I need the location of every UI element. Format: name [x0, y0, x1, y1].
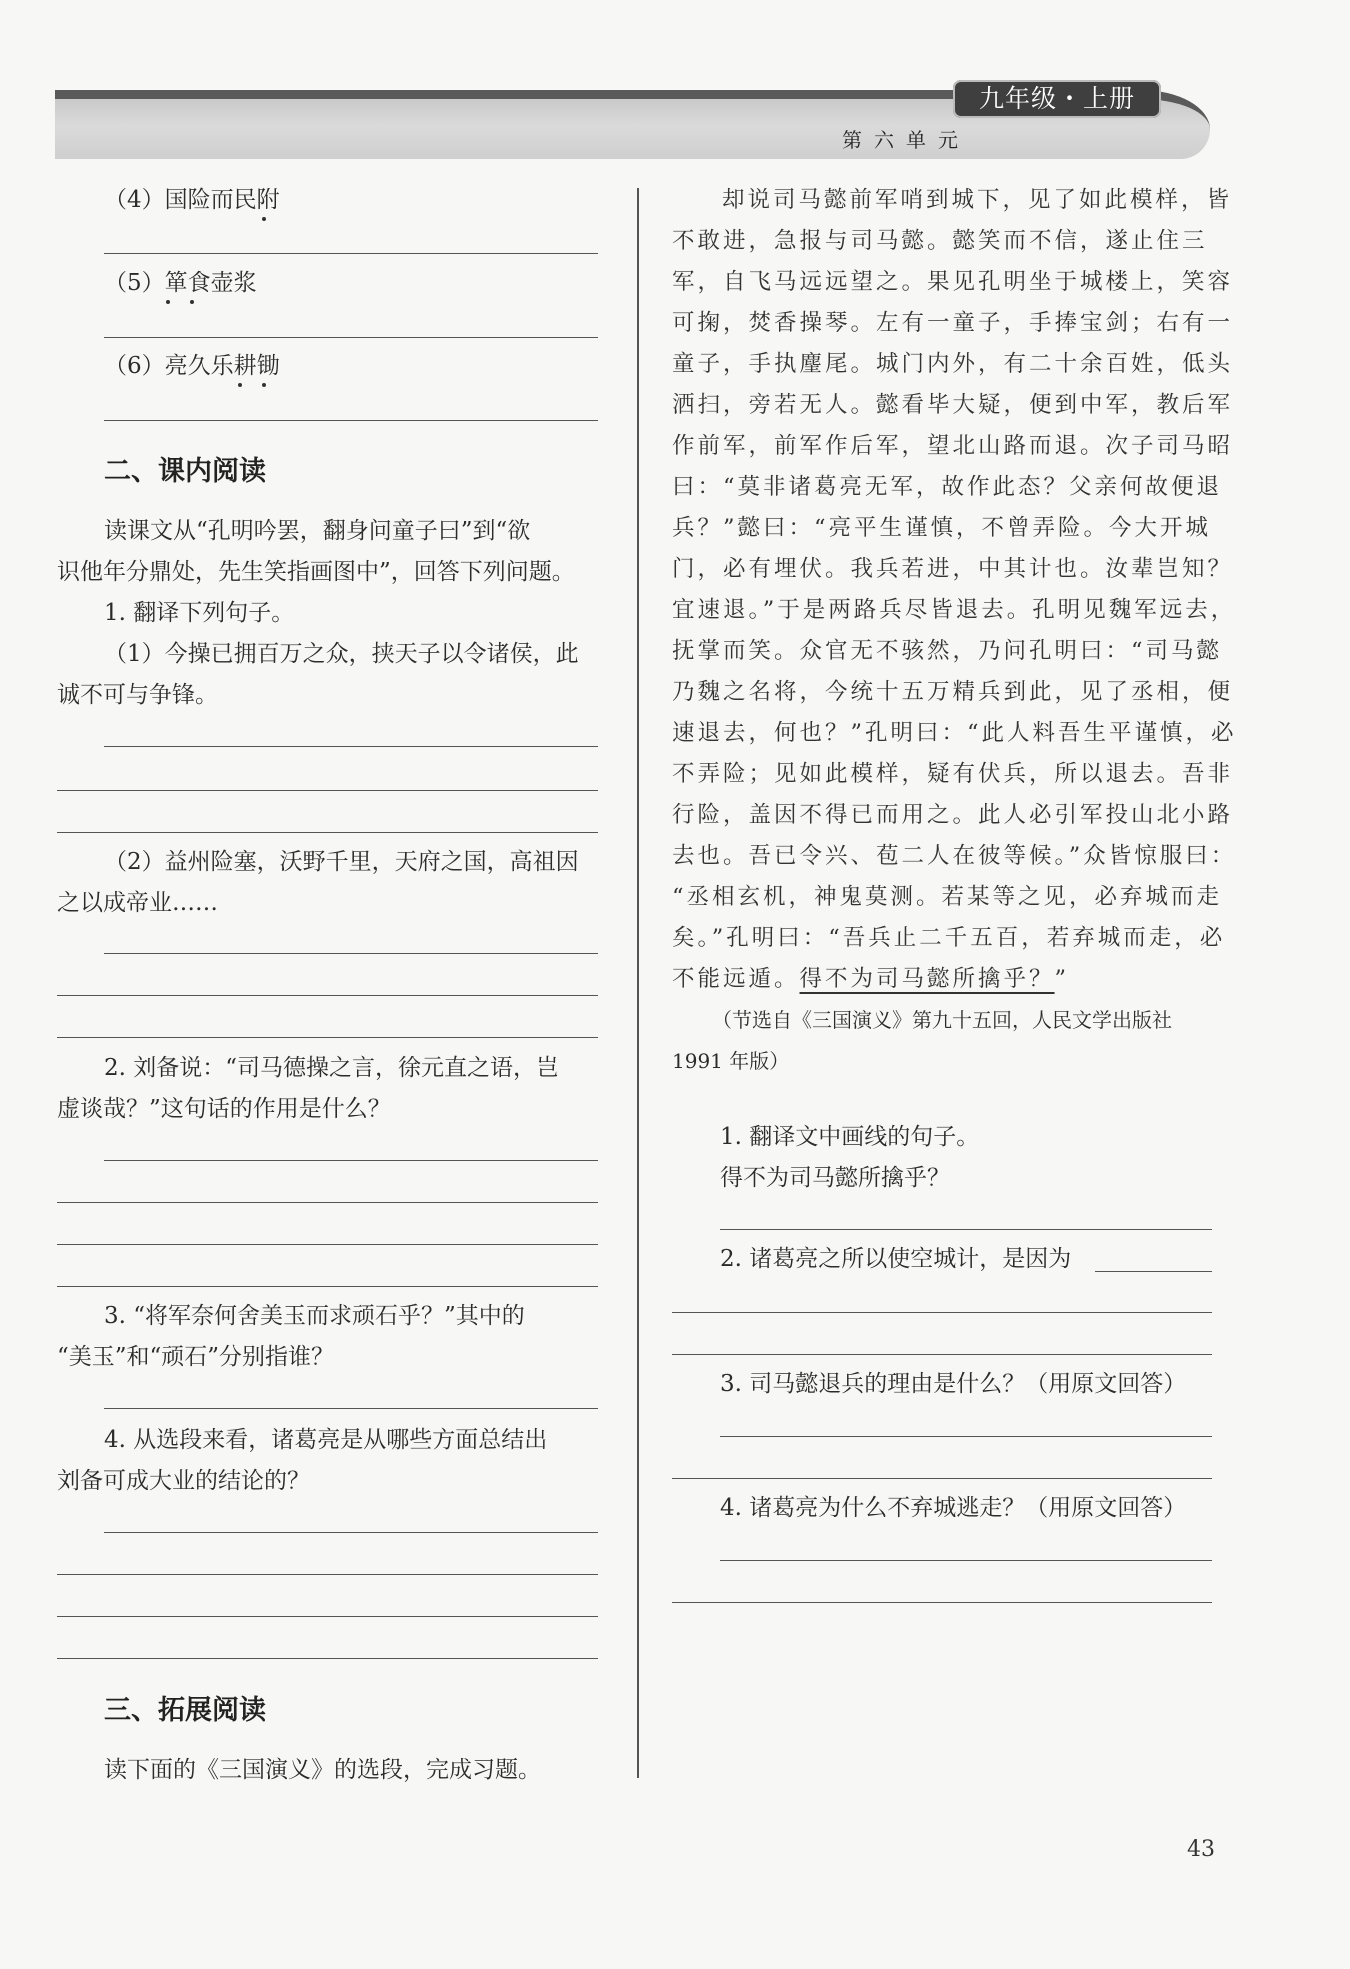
task-3-line-2: “美玉”和“顽石”分别指谁？	[57, 1344, 335, 1370]
passage-line: 可掬，焚香操琴。左有一童子，手捧宝剑；右有一	[672, 310, 1234, 336]
answer-line[interactable]	[104, 1532, 598, 1533]
emphasis-dot	[262, 383, 266, 387]
passage-line: 作前军，前军作后军，望北山路而退。次子司马昭	[672, 433, 1234, 459]
passage-line: 洒扫，旁若无人。懿看毕大疑，便到中军，教后军	[672, 392, 1234, 418]
underlined-sentence: 得不为司马懿所擒乎？	[799, 966, 1055, 992]
answer-line[interactable]	[57, 995, 598, 996]
sentence-1-line-1: （1）今操已拥百万之众，挟天子以令诸侯，此	[104, 641, 579, 667]
answer-line[interactable]	[720, 1436, 1212, 1437]
answer-line[interactable]	[672, 1354, 1212, 1355]
answer-line[interactable]	[57, 1202, 598, 1203]
passage-line: 军，自飞马远远望之。果见孔明坐于城楼上，笑容	[672, 269, 1234, 295]
question-2: 2. 诸葛亮之所以使空城计，是因为	[720, 1246, 1072, 1272]
emphasis-dot	[262, 217, 266, 221]
passage-line: 兵？”懿曰：“亮平生谨慎，不曾弄险。今大开城	[672, 515, 1212, 541]
passage-line: 门，必有埋伏。我兵若进，中其计也。汝辈岂知？	[672, 556, 1234, 582]
answer-line[interactable]	[57, 1244, 598, 1245]
passage-line: 却说司马懿前军哨到城下，见了如此模样，皆	[722, 187, 1233, 213]
passage-line: “丞相玄机，神鬼莫测。若某等之见，必弃城而走	[672, 884, 1223, 910]
vocab-item-4: （4）国险而民附	[104, 187, 280, 213]
question-1-line-2: 得不为司马懿所擒乎？	[720, 1165, 950, 1191]
answer-line[interactable]	[57, 1658, 598, 1659]
sentence-1-line-2: 诚不可与争锋。	[57, 682, 218, 708]
task-4-line-1: 4. 从选段来看，诸葛亮是从哪些方面总结出	[104, 1427, 548, 1453]
passage-line: 乃魏之名将，今统十五万精兵到此，见了丞相，便	[672, 679, 1234, 705]
vocab-item-6: （6）亮久乐耕锄	[104, 353, 280, 379]
answer-line[interactable]	[57, 790, 598, 791]
question-1-line-1: 1. 翻译文中画线的句子。	[720, 1124, 980, 1150]
question-3: 3. 司马懿退兵的理由是什么？（用原文回答）	[720, 1371, 1187, 1397]
answer-line[interactable]	[104, 1408, 598, 1409]
source-line-2: 1991 年版）	[672, 1049, 790, 1073]
answer-line[interactable]	[57, 1616, 598, 1617]
column-divider	[637, 188, 639, 1778]
passage-line: 曰：“莫非诸葛亮无军，故作此态？父亲何故便退	[672, 474, 1223, 500]
answer-line[interactable]	[720, 1229, 1212, 1230]
answer-line[interactable]	[672, 1602, 1212, 1603]
passage-line: 去也。吾已令兴、苞二人在彼等候。”众皆惊服曰：	[672, 843, 1237, 869]
emphasis-dot	[190, 300, 194, 304]
grade-tab: 九年级・上册	[953, 80, 1161, 118]
sentence-2-line-2: 之以成帝业……	[57, 890, 218, 916]
answer-line[interactable]	[104, 746, 598, 747]
passage-line: 宜速退。”于是两路兵尽皆退去。孔明见魏军远去，	[672, 597, 1237, 623]
answer-line[interactable]	[104, 1160, 598, 1161]
section-3-intro: 读下面的《三国演义》的选段，完成习题。	[104, 1757, 541, 1783]
answer-line[interactable]	[104, 337, 598, 338]
section-title-in-class-reading: 二、课内阅读	[104, 456, 266, 487]
task-2-line-1: 2. 刘备说：“司马德操之言，徐元直之语，岂	[104, 1055, 560, 1081]
answer-line[interactable]	[104, 953, 598, 954]
passage-line: 速退去，何也？”孔明曰：“此人料吾生平谨慎，必	[672, 720, 1237, 746]
answer-line[interactable]	[104, 420, 598, 421]
source-line-1: （节选自《三国演义》第九十五回，人民文学出版社	[712, 1008, 1172, 1032]
question-4: 4. 诸葛亮为什么不弃城逃走？（用原文回答）	[720, 1495, 1187, 1521]
page-number: 43	[1187, 1837, 1215, 1862]
emphasis-dot	[166, 300, 170, 304]
answer-line[interactable]	[672, 1312, 1212, 1313]
task-4-line-2: 刘备可成大业的结论的？	[57, 1468, 310, 1494]
section-title-extended-reading: 三、拓展阅读	[104, 1695, 266, 1726]
emphasis-dot	[238, 383, 242, 387]
answer-line[interactable]	[104, 253, 598, 254]
passage-line: 行险，盖因不得已而用之。此人必引军投山北小路	[672, 802, 1234, 828]
passage-line: 童子，手执麈尾。城门内外，有二十余百姓，低头	[672, 351, 1234, 377]
task-1: 1. 翻译下列句子。	[104, 600, 295, 626]
answer-line[interactable]	[672, 1478, 1212, 1479]
vocab-item-5: （5）箪食壶浆	[104, 270, 257, 296]
answer-blank[interactable]	[1095, 1271, 1212, 1272]
answer-line[interactable]	[57, 1037, 598, 1038]
passage-last-plain: 不能远遁。	[672, 966, 800, 992]
passage-last-tail: ”	[1054, 966, 1070, 992]
task-3-line-1: 3. “将军奈何舍美玉而求顽石乎？”其中的	[104, 1303, 525, 1329]
passage-last-line	[672, 959, 1069, 1000]
passage-line: 不弄险；见如此模样，疑有伏兵，所以退去。吾非	[672, 761, 1234, 787]
unit-label: 第六单元	[842, 128, 970, 152]
intro-line-2: 识他年分鼎处，先生笑指画图中”，回答下列问题。	[57, 559, 575, 585]
answer-line[interactable]	[57, 1286, 598, 1287]
sentence-2-line-1: （2）益州险塞，沃野千里，天府之国，高祖因	[104, 849, 579, 875]
answer-line[interactable]	[720, 1560, 1212, 1561]
passage-line: 矣。”孔明曰：“吾兵止二千五百，若弃城而走，必	[672, 925, 1226, 951]
task-2-line-2: 虚谈哉？”这句话的作用是什么？	[57, 1096, 391, 1122]
passage-line: 不敢进，急报与司马懿。懿笑而不信，遂止住三	[672, 228, 1208, 254]
intro-line-1: 读课文从“孔明吟罢，翻身问童子曰”到“欲	[104, 518, 531, 544]
answer-line[interactable]	[57, 832, 598, 833]
passage-line: 抚掌而笑。众官无不骇然，乃问孔明曰：“司马懿	[672, 638, 1223, 664]
answer-line[interactable]	[57, 1574, 598, 1575]
